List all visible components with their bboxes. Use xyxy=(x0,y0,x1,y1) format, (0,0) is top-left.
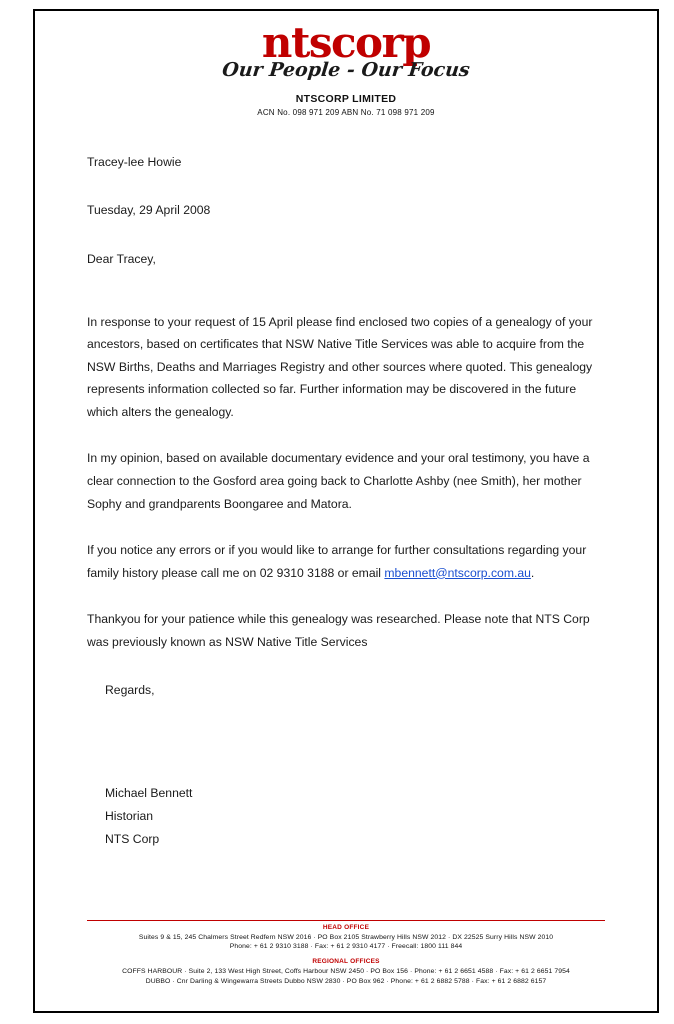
paragraph-3-text-after: . xyxy=(530,565,535,580)
letter-date: Tuesday, 29 April 2008 xyxy=(87,203,211,218)
page-footer xyxy=(87,920,605,987)
signature-org: NTS Corp xyxy=(105,832,160,847)
regional-office-dubbo: DUBBO · Cnr Darling & Wingewarra Streets Dubbo NSW 2830 · PO Box 962 · Phone: + 61 2 6882 5788 · Fax: + 61 2 6882 6157 xyxy=(145,978,547,986)
regional-office-coffs-harbour: COFFS HARBOUR · Suite 2, 133 West High Street, Coffs Harbour NSW 2450 · PO Box 156 · Phone: + 61 2 6651 4588 · Fax: + 61 2 6651 7954 xyxy=(122,968,570,976)
paragraph-4: Thankyou for your patience while this genealogy was researched. Please note that NTS Corp was previously known as NSW Native Title Services xyxy=(87,612,590,649)
recipient-name: Tracey-lee Howie xyxy=(87,154,182,169)
paragraph-3-text-before: If you notice any errors or if you would like to arrange for further consultations regarding your family history please call me on 02 9310 3188 or email xyxy=(87,543,587,580)
spacer xyxy=(87,297,605,311)
signature-block xyxy=(105,782,605,852)
ntscorp-logo-wordmark: ntscorp xyxy=(261,18,431,67)
regional-offices-label: REGIONAL OFFICES xyxy=(312,958,380,966)
signature-title: Historian xyxy=(105,809,154,824)
document-page xyxy=(33,9,659,1013)
footer-divider xyxy=(87,920,605,921)
letter-body xyxy=(35,11,657,1011)
head-office-label: HEAD OFFICE xyxy=(322,923,370,931)
paragraph-3 xyxy=(87,539,605,584)
signature-name: Michael Bennett xyxy=(105,785,193,800)
company-name: NTSCORP LIMITED xyxy=(295,92,397,105)
head-office-address: Suites 9 & 15, 245 Chalmers Street Redfern NSW 2016 · PO Box 2105 Strawberry Hills NSW 2012 · DX 22525 Surry Hills NSW 2010 xyxy=(138,933,554,941)
paragraph-1: In response to your request of 15 April please find enclosed two copies of a genealogy of your ancestors, based on certificates that NSW Native Title Services was able to acquire from the NSW Births, Deaths and Marriages Registry and other sources where quoted. This genealogy represents information collected so far. Further information may be discovered in the future which alters the genealogy. xyxy=(87,314,593,419)
letter-content xyxy=(87,151,605,852)
salutation: Dear Tracey, xyxy=(87,252,156,267)
head-office-contact: Phone: + 61 2 9310 3188 · Fax: + 61 2 9310 4177 · Freecall: 1800 111 844 xyxy=(229,943,463,951)
paragraph-2: In my opinion, based on available documentary evidence and your oral testimony, you have a clear connection to the Gosford area going back to Charlotte Ashby (nee Smith), her mother Sophy and grandparents Boongaree and Matora. xyxy=(87,451,590,511)
regards-line: Regards, xyxy=(105,683,155,698)
ntscorp-logo-tagline: Our People - Our Focus xyxy=(221,58,471,81)
letterhead xyxy=(87,11,605,117)
email-link[interactable]: mbennett@ntscorp.com.au xyxy=(384,565,531,580)
company-identifiers: ACN No. 098 971 209 ABN No. 71 098 971 209 xyxy=(257,107,435,117)
